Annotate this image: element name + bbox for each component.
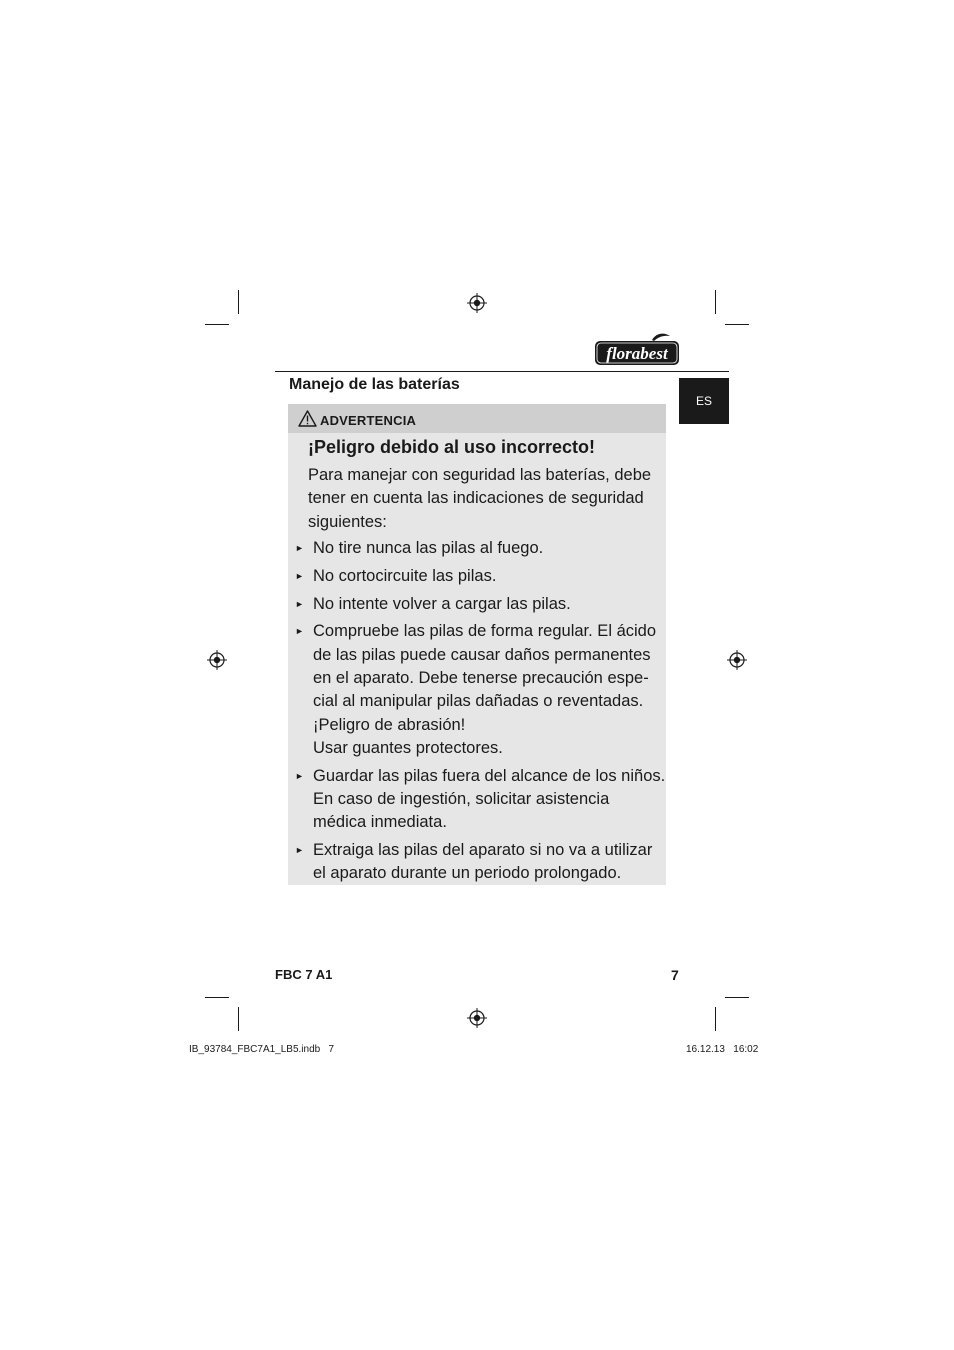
language-tab [679,378,729,424]
list-item-text: Extraiga las pilas del aparato si no va a utilizar el aparato durante un periodo prolongado. [313,841,653,883]
footer-page-number: 7 [671,967,679,983]
crop-mark [205,997,229,998]
warning-triangle-icon [298,410,317,427]
list-item-text: No cortocircuite las pilas. [313,566,497,585]
warning-label: ADVERTENCIA [320,413,417,428]
crop-mark [238,290,239,314]
list-item [288,565,666,588]
list-item [288,839,666,886]
list-item-text: No intente volver a cargar las pilas. [313,594,571,613]
registration-mark-icon [727,650,747,670]
list-item [288,537,666,560]
list-item [288,593,666,616]
arrow-bullet-icon: ► [295,845,304,856]
warning-intro: Para manejar con seguridad las baterías, debe tener en cuenta las indicaciones de seguridad siguientes: [308,466,652,531]
registration-mark-icon [467,293,487,313]
crop-mark [725,997,749,998]
print-slug-timestamp: 16.12.13 16:02 [686,1044,759,1055]
header-rule [275,371,729,372]
crop-mark [715,290,716,314]
warning-box [288,404,666,885]
registration-mark-icon [207,650,227,670]
warning-list [288,537,666,890]
list-item [288,620,666,760]
arrow-bullet-icon: ► [295,626,304,637]
arrow-bullet-icon: ► [295,770,304,781]
svg-text:florabest: florabest [606,344,668,363]
list-item-text: Compruebe las pilas de forma regular. El ácido de las pilas puede causar daños permanentes en el aparato. Debe tenerse precaución espe-cial al manipular pilas dañadas o reventadas. ¡Peligro de abrasión! Usar guantes protectores. [313,622,657,757]
print-slug-file: IB_93784_FBC7A1_LB5.indb 7 [189,1044,335,1055]
footer-model: FBC 7 A1 [275,967,333,982]
florabest-logo [594,332,680,366]
arrow-bullet-icon: ► [295,598,304,609]
crop-mark [725,324,749,325]
section-title: Manejo de las baterías [289,376,460,393]
language-tab-label: ES [695,394,712,408]
list-item-text: Guardar las pilas fuera del alcance de los niños. En caso de ingestión, solicitar asistencia médica inmediata. [313,766,666,832]
crop-mark [715,1007,716,1031]
crop-mark [238,1007,239,1031]
registration-mark-icon [467,1008,487,1028]
arrow-bullet-icon: ► [295,570,304,581]
warning-heading: ¡Peligro debido al uso incorrecto! [308,437,596,457]
arrow-bullet-icon: ► [295,543,304,553]
list-item [288,765,666,835]
crop-mark [205,324,229,325]
list-item-text: No tire nunca las pilas al fuego. [313,539,544,557]
warning-header [288,404,666,433]
